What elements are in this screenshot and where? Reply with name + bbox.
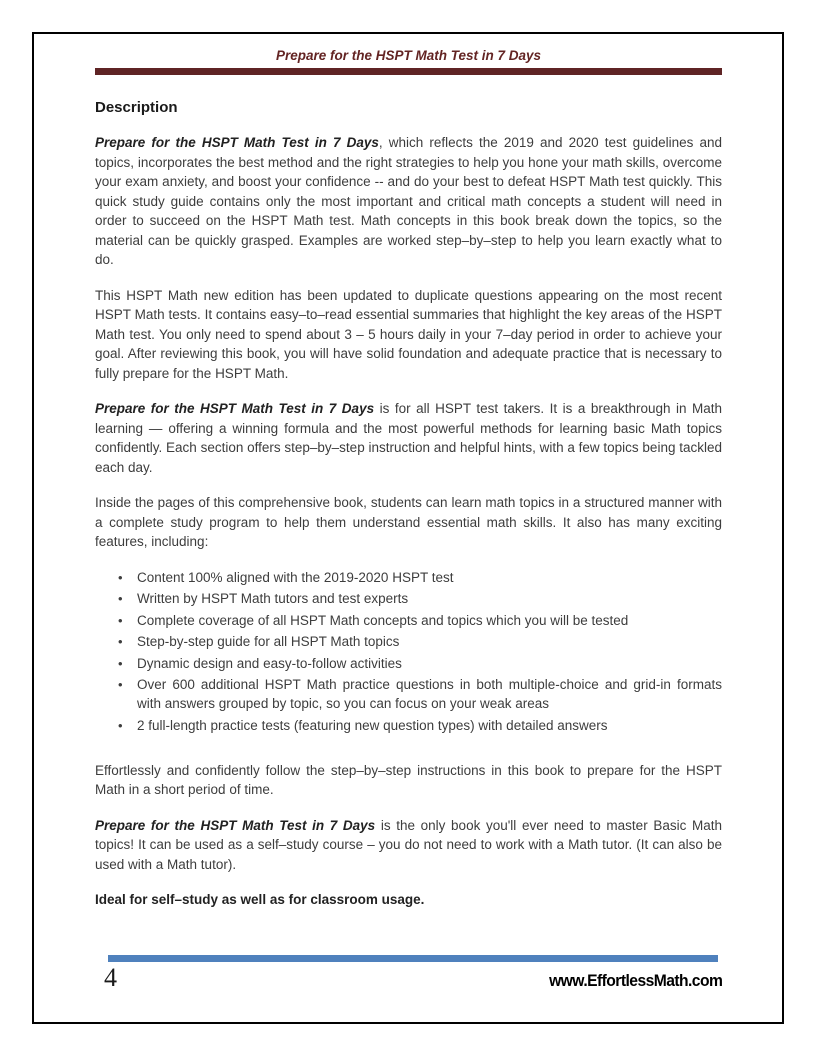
page-content bbox=[95, 46, 722, 926]
website-url: www.EffortlessMath.com bbox=[548, 971, 722, 990]
paragraph-1-text: , which reflects the 2019 and 2020 test guidelines and topics, incorporates the best method and the right strategies to help you hone your math skills, overcome your exam anxiety, and boost your confidence -- and do your best to defeat HSPT Math test quickly. This quick study guide contains only the most important and critical math concepts a student will need in order to succeed on the HSPT Math test. Math concepts in this book break down the topics, so the material can be quickly grasped. Examples are worked step–by–step to help you learn exactly what to do. bbox=[95, 135, 722, 267]
list-item: • 2 full-length practice tests (featuring new question types) with detailed answers bbox=[95, 716, 722, 735]
list-item: • Written by HSPT Math tutors and test experts bbox=[95, 589, 722, 608]
paragraph-4: Inside the pages of this comprehensive book, students can learn math topics in a structured manner with a complete study program to help them understand essential math skills. It also has many exciting features, including: bbox=[95, 495, 722, 549]
list-item: • Content 100% aligned with the 2019-2020 HSPT test bbox=[95, 568, 722, 587]
paragraph-6 bbox=[95, 816, 722, 875]
paragraph-5: Effortlessly and confidently follow the step–by–step instructions in this book to prepare for the HSPT Math in a short period of time. bbox=[95, 762, 722, 797]
paragraph-3 bbox=[95, 399, 722, 477]
list-item: • Complete coverage of all HSPT Math concepts and topics which you will be tested bbox=[95, 611, 722, 630]
page-number: 4 bbox=[104, 963, 117, 992]
running-header-title: Prepare for the HSPT Math Test in 7 Days bbox=[275, 48, 542, 63]
paragraph-6-text: is the only book you'll ever need to master Basic Math topics! It can be used as a self–study course – you do not need to work with a Math tutor. (It can also be used with a Math tutor). bbox=[95, 817, 722, 872]
list-item: • Over 600 additional HSPT Math practice questions in both multiple-choice and grid-in formats with answers grouped by topic, so you can focus on your weak areas bbox=[95, 675, 722, 713]
header-rule bbox=[95, 68, 722, 75]
list-item: • Step-by-step guide for all HSPT Math topics bbox=[95, 632, 722, 651]
book-title-emphasis: Prepare for the HSPT Math Test in 7 Days bbox=[95, 817, 376, 833]
list-item: • Dynamic design and easy-to-follow activities bbox=[95, 654, 722, 673]
section-heading: Description bbox=[95, 99, 178, 116]
book-title-emphasis: Prepare for the HSPT Math Test in 7 Days bbox=[95, 401, 375, 416]
paragraph-7: Ideal for self–study as well as for classroom usage. bbox=[95, 892, 425, 907]
paragraph-3-text: is for all HSPT test takers. It is a breakthrough in Math learning — offering a winning formula and the most powerful methods for learning basic Math topics confidently. Each section offers step–by–step instruction and helpful hints, with a few topics being tackled each day. bbox=[95, 401, 722, 475]
footer-rule bbox=[108, 955, 718, 962]
paragraph-1 bbox=[95, 133, 722, 270]
feature-bullet-list bbox=[95, 568, 722, 735]
book-title-emphasis: Prepare for the HSPT Math Test in 7 Days bbox=[95, 135, 379, 150]
paragraph-2: This HSPT Math new edition has been updated to duplicate questions appearing on the most recent HSPT Math tests. It contains easy–to–read essential summaries that highlight the key areas of the HSPT Math test. You only need to spend about 3 – 5 hours daily in your 7–day period in order to achieve your goal. After reviewing this book, you will have solid foundation and adequate practice that is necessary to fully prepare for the HSPT Math. bbox=[95, 287, 722, 381]
